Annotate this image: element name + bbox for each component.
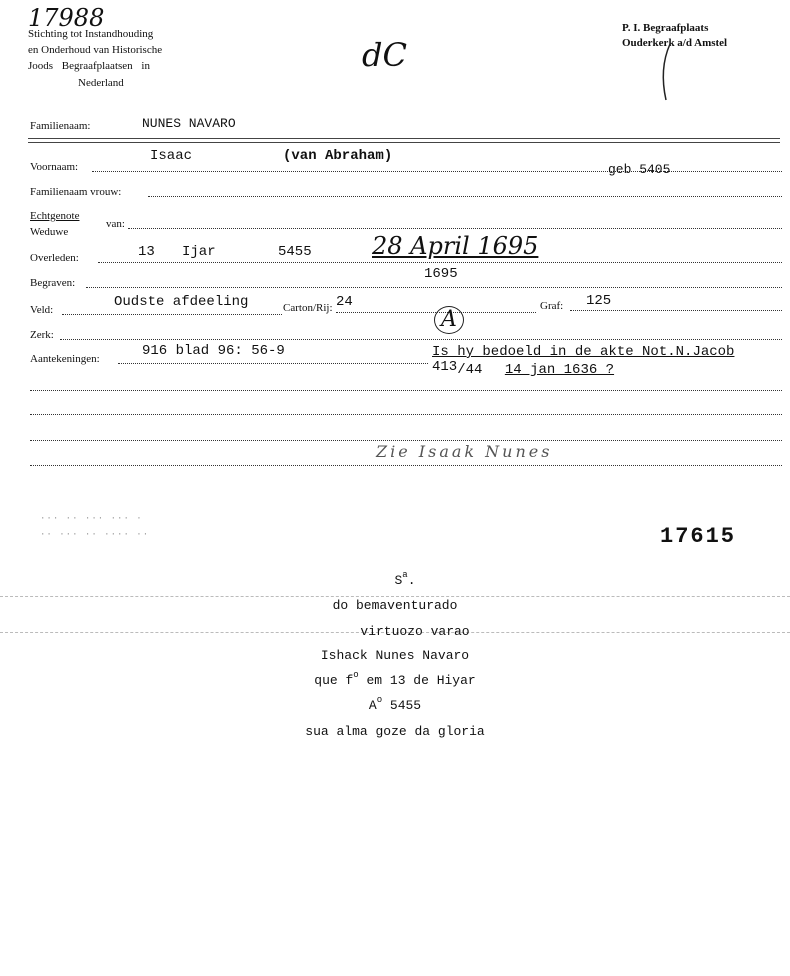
inscription-line-2: do bemaventurado (332, 598, 458, 613)
org-name-line-1: Stichting tot Instandhouding (28, 28, 154, 40)
label-familienaam: Familienaam: (30, 120, 91, 132)
inscription-line-6-b: 5455 (382, 698, 422, 713)
cemetery-line-2: Ouderkerk a/d Amstel (622, 37, 728, 49)
value-overleden-handwritten: 28 April 1695 (372, 232, 539, 260)
faint-text-left-1: ··· ·· ··· ··· · (40, 514, 143, 524)
note-line-1: Is hy bedoeld in de akte Not.N.Jacob (432, 344, 735, 360)
dotline-familienaam-vrouw (148, 196, 782, 197)
inscription-line-6-sup: o (376, 695, 383, 705)
handwritten-center-mark: dC (362, 36, 407, 74)
dotline-overleden (98, 262, 782, 263)
handwritten-bracket-mark (658, 42, 678, 102)
handwritten-record-number: 17988 (28, 4, 105, 32)
value-overleden-day: 13 (138, 244, 155, 260)
dotline-extra-3 (30, 440, 782, 441)
inscription-line-5-sup: o (353, 670, 359, 680)
note-line-2: 413/44 14 jan 1636 ? (432, 359, 615, 378)
label-van: van: (106, 218, 125, 230)
value-veld: Oudste afdeeling (114, 294, 249, 310)
dotline-zerk (60, 339, 782, 340)
note-line-2-denominator: 44 (465, 362, 483, 378)
dotline-extra-2 (30, 414, 782, 415)
value-familienaam: NUNES NAVARO (142, 116, 236, 131)
header-rule-top (28, 138, 780, 139)
label-carton: Carton/Rij: (283, 302, 333, 314)
label-echtgenote: Echtgenote (30, 210, 80, 222)
noise-line-1 (0, 596, 790, 597)
org-name-line-4: Nederland (78, 77, 124, 89)
inscription-line-5-a: que f (314, 673, 354, 688)
value-overleden-year: 5455 (278, 244, 312, 260)
label-familienaam-vrouw: Familienaam vrouw: (30, 186, 122, 198)
label-weduwe: Weduwe (30, 226, 69, 238)
value-graf: 125 (586, 293, 612, 309)
dotline-veld (62, 314, 282, 315)
value-aantekeningen: 916 blad 96: 56-9 (142, 343, 285, 359)
dotline-extra-4 (30, 465, 782, 466)
header-rule-bottom (28, 142, 780, 143)
value-begraven-year: 1695 (424, 266, 458, 282)
inscription-line-3: virtuozo varao (360, 624, 470, 639)
inscription-line-1-sup: a (402, 570, 408, 580)
dotline-aantekeningen (118, 363, 428, 364)
dotline-van (128, 228, 782, 229)
inscription-line-5-b: em 13 de Hiyar (358, 673, 476, 688)
label-aantekeningen: Aantekeningen: (30, 353, 100, 365)
label-veld: Veld: (30, 304, 54, 316)
inscription-line-5 (0, 670, 790, 688)
inscription-line-7: sua alma goze da gloria (305, 724, 485, 739)
label-overleden: Overleden: (30, 252, 79, 264)
value-voornaam-extra: (van Abraham) (283, 148, 393, 164)
value-carton: 24 (336, 294, 353, 310)
stamp-number: 17615 (660, 524, 737, 549)
inscription-line-4: Ishack Nunes Navaro (320, 648, 470, 663)
faint-handwriting: Zie Isaak Nunes (376, 442, 553, 461)
cemetery-line-1: P. I. Begraafplaats (622, 22, 709, 34)
inscription-line-1-base: S (394, 573, 403, 588)
label-graf: Graf: (540, 300, 564, 312)
org-name-line-3: Joods Begraafplaatsen in (28, 60, 150, 72)
inscription-line-1: $S^a$. (394, 570, 416, 588)
inscription-line-6 (0, 695, 790, 713)
note-line-2-rest: 14 jan 1636 ? (504, 362, 615, 378)
label-zerk: Zerk: (30, 329, 54, 341)
value-overleden-month: Ijar (182, 244, 216, 260)
value-voornaam: Isaac (150, 148, 193, 164)
label-voornaam: Voornaam: (30, 161, 79, 173)
faint-text-left-2: ·· ··· ·· ···· ·· (40, 530, 150, 540)
dotline-extra-1 (30, 390, 782, 391)
value-geb: geb 5405 (608, 162, 671, 177)
inscription-line-6-a: A (368, 698, 377, 713)
dotline-voornaam (92, 171, 782, 172)
org-name-line-2: en Onderhoud van Historische (28, 44, 163, 56)
dotline-graf (570, 310, 782, 311)
dotline-begraven (86, 287, 782, 288)
label-begraven: Begraven: (30, 277, 76, 289)
note-line-2-numerator: 413 (432, 359, 458, 375)
value-zerk-mark: A (434, 306, 464, 334)
